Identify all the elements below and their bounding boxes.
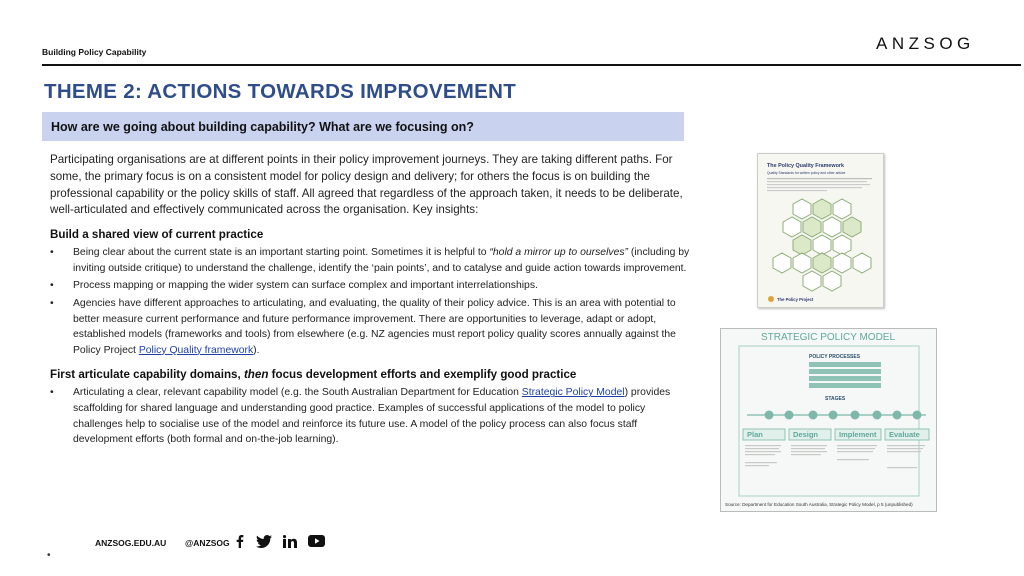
framework-subtitle: Quality Standards for written policy and other advice bbox=[767, 171, 846, 175]
bullet-text: (including by inviting outside critique) to understand the challenge, identify the ‘pain points’, and to catalyse and guide action towards improvement. bbox=[73, 247, 690, 274]
list-item bbox=[50, 296, 690, 358]
section2-list bbox=[50, 385, 690, 447]
intro-paragraph: Participating organisations are at different points in their policy improvement journeys. They are taking different paths. For some, the primary focus is on a consistent model for policy design and delivery; for others the focus is on building the professional capability or the policy skills of staff. All agreed that regardless of the approach taken, it needs to be deliberate, well-articulated and effectively communicated across the organisation. Key insights: bbox=[50, 153, 683, 217]
bullet-text: Articulating a clear, relevant capability model (e.g. the South Australian Department for Education bbox=[73, 387, 522, 399]
policy-quality-framework-link[interactable]: Policy Quality framework bbox=[138, 344, 254, 356]
strategic-policy-model-image bbox=[720, 328, 937, 512]
model-title: STRATEGIC POLICY MODEL bbox=[760, 332, 896, 343]
bullet-text: Being clear about the current state is an important starting point. Sometimes it is helpful to bbox=[73, 247, 490, 259]
stages-label: STAGES bbox=[825, 396, 846, 402]
framework-graphic bbox=[758, 154, 883, 307]
bullet-text: ) provides scaffolding for shared language and understanding good practice. Examples of successful applications of the model to policy challenges help to socialise use of the model and reinforce its future use. A model of the policy process can also focus staff development efforts (both formal and on-the-job learning). bbox=[73, 387, 671, 446]
stage-plan: Plan bbox=[747, 430, 763, 439]
framework-footer: The Policy Project bbox=[777, 297, 814, 302]
bullet-text: ). bbox=[253, 344, 260, 356]
stage-design: Design bbox=[793, 430, 819, 439]
section1-list bbox=[50, 245, 690, 358]
list-item bbox=[50, 245, 690, 276]
linkedin-icon[interactable] bbox=[283, 533, 297, 549]
heading-italic: then bbox=[243, 368, 269, 382]
main-content bbox=[50, 152, 690, 450]
framework-title: The Policy Quality Framework bbox=[767, 163, 844, 169]
model-source: Source: Department for Education South Australia, Strategic Policy Model, p 5 (unpublished) bbox=[725, 502, 913, 507]
strategic-policy-model-link[interactable]: Strategic Policy Model bbox=[521, 387, 625, 399]
section2-heading bbox=[50, 368, 690, 381]
facebook-icon[interactable] bbox=[236, 533, 244, 549]
list-item bbox=[50, 278, 690, 294]
processes-label: POLICY PROCESSES bbox=[809, 354, 861, 360]
twitter-icon[interactable] bbox=[256, 533, 272, 549]
heading-text: First articulate capability domains, bbox=[50, 368, 244, 382]
question-banner bbox=[42, 112, 684, 141]
page-title: THEME 2: ACTIONS TOWARDS IMPROVEMENT bbox=[44, 80, 517, 103]
stage-evaluate: Evaluate bbox=[889, 430, 920, 439]
anzsog-logo: ANZSOG bbox=[876, 34, 975, 53]
header-divider bbox=[42, 64, 1021, 66]
bullet-text: Agencies have different approaches to articulating, and evaluating, the quality of their policy advice. This is an area with potential to better measure current performance and future performance improvement. There are opportunities to leverage, adapt or adopt, established models (frameworks and tools) from elsewhere (e.g. NZ agencies must report policy quality scores annually against the Policy Project bbox=[73, 297, 676, 356]
footer-handle[interactable]: @ANZSOG bbox=[185, 538, 230, 548]
stage-implement: Implement bbox=[839, 430, 877, 439]
section-label: Building Policy Capability bbox=[42, 47, 147, 57]
section1-heading: Build a shared view of current practice bbox=[50, 228, 264, 242]
youtube-icon[interactable] bbox=[308, 533, 325, 549]
stray-bullet: • bbox=[47, 550, 51, 561]
bullet-text: Process mapping or mapping the wider system can surface complex and important interrelationships. bbox=[73, 280, 538, 292]
list-item bbox=[50, 385, 690, 447]
heading-text: focus development efforts and exemplify good practice bbox=[268, 368, 577, 382]
footer-site-link[interactable]: ANZSOG.EDU.AU bbox=[95, 538, 167, 548]
model-graphic bbox=[721, 329, 936, 511]
italic-quote: “hold a mirror up to ourselves” bbox=[489, 247, 629, 259]
question-text: How are we going about building capability? What are we focusing on? bbox=[51, 120, 474, 134]
policy-quality-framework-image bbox=[757, 153, 884, 308]
